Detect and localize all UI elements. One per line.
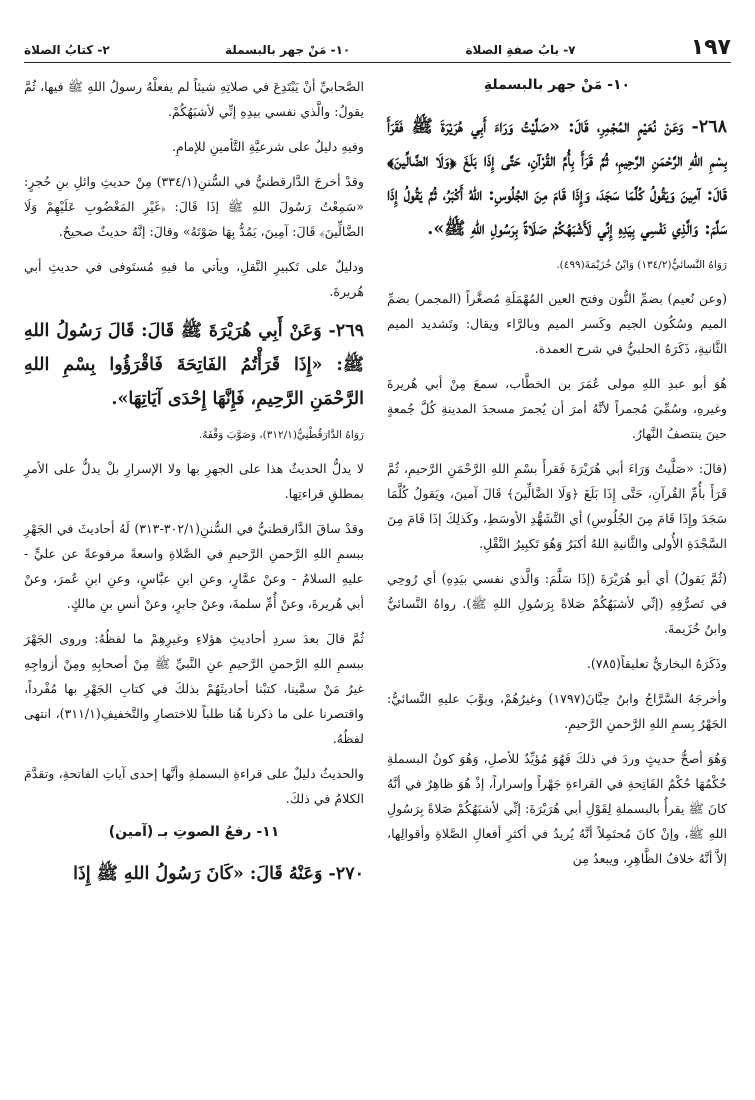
hadith-270: ٢٧٠- وَعَنْهُ قَالَ: «كَانَ رَسُولُ اللهِ ﷺ إِذَا: [73, 864, 364, 884]
commentary-paragraph: والحديثُ دليلٌ على قراءةِ البسملةِ وأنَّها إحدى آياتِ الفاتحةِ، وتقدَّمَ الكلامُ في ذلكَ.: [24, 766, 364, 806]
right-column: [387, 74, 727, 881]
commentary-paragraph: هُوَ أبو عبدِ اللهِ مولى عُمَرَ بن الخطَّاب، سمعَ مِنْ أبي هُريرةَ وغيرهِ، وسُمِّيَ مُجمراً لأنَّهُ أمرَ أن يُجمرَ مسجدَ المدينةِ كُلَّ جُمعةٍ حينَ ينتصفُ النَّهارُ.: [387, 376, 727, 441]
page-number: ١٩٧: [690, 35, 731, 60]
commentary-paragraph: لا يدلُّ الحديثُ هذا على الجهرِ بها ولا الإسرارِ بلْ يدلُّ على الأمرِ بمطلقِ قراءتِها.: [24, 461, 364, 501]
book-title: ٢- كتابُ الصلاة: [24, 43, 110, 57]
hadith-source: رَوَاهُ النَّسائيُّ(١٣٤/٢) وَابْنُ خُزَيْمَةَ(٤٩٩).: [556, 259, 727, 271]
commentary-paragraph: وذَكَرَهُ البخاريُّ تعليقاً(٧٨٥).: [586, 656, 727, 671]
commentary-paragraph: ثُمَّ قالَ بعدَ سردِ أحاديثِ هؤلاءِ وغيرِهِمْ ما لفظُهُ: وروى الجَهْرَ ببسمِ اللهِ الرَّحمنِ الرَّحيمِ عنِ النَّبيِّ ﷺ مِنْ أصحابِهِ ومِنْ أزواجِهِ غيرُ مَنْ سمَّينا، كتبْنا أحاديثَهُمْ بذلكَ في كتابِ الجَهْرِ بها مُفْرداً، واقتصرنا على ما ذكرنا هُنا طلباً للاختصارِ والتَّخفيفِ(٣١١/١)، انتهى لفظُهُ.: [24, 631, 364, 746]
section-heading: ١٠- مَنْ جهر بالبسملةِ: [483, 77, 631, 93]
commentary-paragraph: وقدْ أخرجَ الدَّارقطنيُّ في السُّننِ(٣٣٤/١) مِنْ حديثِ وائلِ بنِ حُجرٍ: «سَمِعْتُ رَسُولَ اللهِ ﷺ إذَا قَالَ: ﴿غَيْرِ المَغْضُوبِ عَلَيْهِمْ وَلَا الضَّالِّينَ﴾ قَالَ: آمِينَ، يَمُدُّ بِهَا صَوْتَهُ» وقالَ: إنَّهُ حديثٌ صحيحٌ.: [24, 174, 364, 239]
hadith-269: ٢٦٩- وَعَنْ أَبِي هُرَيْرَةَ ﷺ قَالَ: قَالَ رَسُولُ اللهِ ﷺ: «إِذَا قَرَأْتُمُ الفَاتِحَةَ فَاقْرَؤُوا بِسْمِ اللهِ الرَّحْمَنِ الرَّحِيمِ، فَإِنَّهَا إِحْدَى آيَاتِهَا».: [24, 321, 364, 409]
section-heading: ١١- رفعُ الصوتِ بـ (آمين): [108, 824, 280, 840]
hadith-268: ٢٦٨- وَعَنْ نُعَيْمٍ المُجْمِرِ، قَالَ: «صَلَّيْتُ وَرَاءَ أَبِي هُرَيْرَةَ ﷺ فَقَرَأَ بِسْمِ اللهِ الرَّحْمَنِ الرَّحِيمِ، ثُمَّ قَرَأَ بِأُمِّ القُرْآنِ، حَتَّى إِذَا بَلَغَ ﴿وَلَا الضَّالِّينَ﴾ قَالَ: آمِينَ وَيَقُولُ كُلَّمَا سَجَدَ، وَإِذَا قَامَ مِنَ الجُلُوسِ: اللهُ أَكْبَرُ، ثُمَّ يَقُولُ إِذَا سَلَّمَ: وَالَّذِي نَفْسِي بِيَدِهِ إِنِّي لَأَشْبَهُكُمْ صَلَاةً بِرَسُولِ اللهِ ﷺ».: [387, 117, 727, 239]
left-column: [24, 74, 364, 901]
chapter-title: ٧- بابُ صفةِ الصلاة: [465, 43, 576, 57]
commentary-paragraph: وأخرجَهُ السَّرَّاجُ وابنُ حِبَّانَ(١٧٩٧) وغيرُهُمْ، وبوَّبَ عليهِ النَّسائيُّ: الجَهْرُ بِسمِ اللهِ الرَّحمنِ الرَّحيمِ.: [387, 691, 728, 731]
commentary-paragraph: وقدْ ساقَ الدَّارقطنيُّ في السُّننِ(٣٠٢/١-٣١٣) لَهُ أحاديثَ في الجَهْرِ ببسمِ اللهِ الرَّحمنِ الرَّحيمِ في الصَّلاةِ واسعةً مرفوعةً عن عليٍّ - عليهِ السلامُ - وعنْ عمَّارٍ، وعنِ ابنِ عبَّاسٍ، وعنِ ابنِ عُمرَ، وعنْ أبي هُريرةَ، وعنْ أُمِّ سلمةَ، وعنْ جابرٍ، وعنْ أنسِ بنِ مالكٍ.: [24, 521, 364, 611]
commentary-paragraph: (ثُمَّ يَقولُ) أي أبو هُرَيْرَةَ (إذَا سَلَّمَ: وَالَّذي نفسي بيَدِهِ) أي رُوحِي في تَصرُّفِهِ (إنِّي لأشبَهُكُمْ صَلاةً بِرَسُولِ اللهِ ﷺ). رواهُ النَّسائيُّ وابنُ خُزَيمةَ.: [387, 571, 727, 636]
commentary-paragraph: ودليلٌ على تَكبيرِ النَّقلِ، ويأتي ما فيهِ مُستَوفى في حديثِ أبي هُريرةَ.: [24, 259, 364, 299]
commentary-paragraph: الصَّحابيِّ أنْ يَبْتَدِعَ في صلاتِهِ شيئاً لم يفعلْهُ رسولُ اللهِ ﷺ فيها، ثُمَّ يقولُ: والَّذي نفسي بيدِهِ إنِّي لأشبَهُكُمْ.: [24, 79, 364, 119]
hadith-source: رَوَاهُ الدَّارَقُطْنِيُّ(٣١٢/١)، وَصَوَّبَ وَقْفَهُ.: [198, 429, 364, 441]
commentary-paragraph: وفيهِ دليلٌ على شرعيَّةِ التَّأمينِ للإمامِ.: [171, 139, 364, 154]
commentary-paragraph: وَهُوَ أصحُّ حديثٍ وردَ في ذلكَ فَهُوَ مُؤيِّدٌ للأصلِ، وَهُوَ كونُ البسملةِ حُكْمُهَا حُكْمُ الفَاتِحةِ في القراءةِ جَهْراً وإسراراً، إذْ هُوَ ظاهِرٌ في أنَّهُ كانَ ﷺ يقرأُ بالبسملةِ لِقَوْلِ أبي هُرَيْرَةَ: إنِّي لأشبَهُكُمْ صَلاةً بِرَسُولِ اللهِ ﷺ، وإنْ كانَ مُحتَمِلاً أنَّهُ يُريدُ في أكثرِ أفعالِ الصَّلاةِ وأقوالِها، إلاَّ أنَّهُ خلافُ الظَّاهِرِ، ويبعدُ مِن: [387, 751, 727, 866]
commentary-paragraph: (قالَ: «صَلَّيتُ وَرَاءَ أبي هُرَيْرَةَ فَقرأَ بسْمِ اللهِ الرَّحْمَنِ الرَّحيمِ، ثُمَّ قَرَأَ بأُمِّ القُرآنِ، حَتَّى إِذَا بَلَغَ ﴿وَلَا الضَّالِّينَ﴾ قَالَ آمينَ، ويَقولُ كُلَّمَا سَجَدَ وإِذَا قَامَ مِنَ الجُلُوسِ) أي التَّشَهُّدِ الأوسَطِ، وكَذلِكَ إذَا قَامَ مِنَ السَّجْدَةِ الأُولى والثَّانيةِ اللهُ أكبَرُ وَهُوَ تَكبِيرُ النَّقْلِ.: [387, 461, 727, 551]
running-header: [24, 30, 731, 63]
commentary-paragraph: (وعن نُعيم) بضمِّ النُّون وفتح العين المُهْمَلَةِ مُصغَّراً (المجمر) بضمِّ الميم وسُكُون الجيم وكَسر الميم وبالرَّاء ويقال: وتَشديد الميم الثَّانيةِ، ذَكَرَهُ الحلبيُّ في شرح العمدة.: [387, 291, 727, 356]
section-title: ١٠- مَنْ جهر بالبسملة: [224, 43, 351, 57]
